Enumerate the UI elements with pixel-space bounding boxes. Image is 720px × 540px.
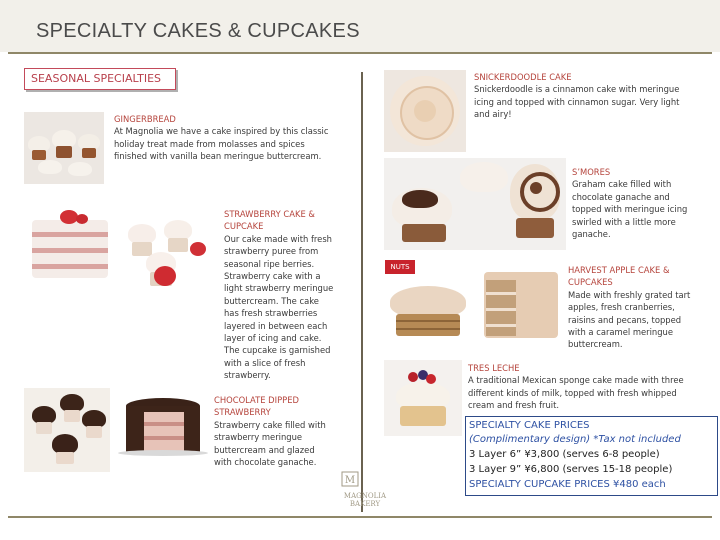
strawberry-text	[224, 208, 336, 382]
snickerdoodle-description: Snickerdoodle is a cinnamon cake with meringue icing and topped with cinnamon sugar. Very light and airy!	[474, 84, 680, 120]
chocolate-dipped-cake-photo	[118, 388, 208, 472]
smores-photo	[384, 158, 566, 250]
magnolia-bakery-logo	[334, 470, 396, 510]
chocolate-dipped-text	[214, 394, 334, 468]
price-6-inch: 3 Layer 6” ¥3,800 (serves 6-8 people)	[469, 449, 660, 460]
page-title: SPECIALTY CAKES & CUPCAKES	[36, 20, 360, 42]
chocolate-dipped-description: Strawberry cake filled with strawberry meringue buttercream and glazed with chocolate ganache.	[214, 419, 326, 468]
tres-leche-text	[468, 362, 690, 412]
harvest-apple-heading: HARVEST APPLE CAKE & CUPCAKES	[568, 265, 670, 288]
cake-prices-heading: SPECIALTY CAKE PRICES	[469, 420, 590, 431]
smores-description: Graham cake filled with chocolate ganache and topped with meringue icing swirled with a little more ganache.	[572, 179, 688, 240]
harvest-apple-cake-photo	[478, 264, 564, 346]
strawberry-cupcake-photo	[124, 206, 214, 290]
snickerdoodle-photo	[384, 70, 466, 152]
gingerbread-photo	[24, 112, 104, 184]
footer-divider	[8, 516, 712, 518]
cupcake-price: SPECIALTY CUPCAKE PRICES ¥480 each	[469, 479, 666, 490]
gingerbread-heading: GINGERBREAD	[114, 114, 176, 124]
section-label: SEASONAL SPECIALTIES	[31, 72, 162, 85]
svg-text:M: M	[344, 475, 356, 486]
gingerbread-description: At Magnolia we have a cake inspired by this classic holiday treat made from molasses and spices finished with vanilla bean meringue buttercream.	[114, 126, 329, 162]
price-9-inch: 3 Layer 9” ¥6,800 (serves 15-18 people)	[469, 464, 673, 475]
cake-prices-note: (Complimentary design) *Tax not included	[469, 434, 681, 445]
strawberry-heading: STRAWBERRY CAKE & CUPCAKE	[224, 209, 315, 232]
gingerbread-text	[114, 113, 336, 163]
smores-text	[572, 166, 692, 240]
harvest-apple-text	[568, 264, 698, 351]
svg-text:MAGNOLIA: MAGNOLIA	[343, 492, 387, 500]
smores-heading: S’MORES	[572, 167, 611, 177]
column-divider	[361, 72, 363, 512]
tres-leche-photo	[384, 360, 462, 436]
harvest-apple-description: Made with freshly grated tart apples, fresh cranberries, raisins and pecans, topped with a caramel meringue buttercream.	[568, 289, 691, 350]
strawberry-cake-photo	[24, 206, 118, 286]
tres-leche-heading: TRES LECHE	[468, 363, 520, 373]
tres-leche-description: A traditional Mexican sponge cake made with three different kinds of milk, topped with fresh whipped cream and fresh fruit.	[468, 375, 684, 411]
magnolia-logo-icon	[334, 470, 396, 510]
snickerdoodle-heading: SNICKERDOODLE CAKE	[474, 72, 572, 82]
chocolate-dipped-heading: CHOCOLATE DIPPED STRAWBERRY	[214, 395, 299, 418]
chocolate-dipped-cupcakes-photo	[24, 388, 110, 472]
svg-text:BAKERY: BAKERY	[349, 500, 381, 508]
strawberry-description: Our cake made with fresh strawberry puree from seasonal ripe berries. Strawberry cake with a light strawberry meringue buttercream. The cake has fresh strawberries layered in between each layer of icing and cake. The cupcake is garnished with a slice of fresh strawberry.	[224, 233, 334, 381]
harvest-apple-cupcakes-photo	[384, 276, 474, 346]
snickerdoodle-text	[474, 71, 686, 121]
nuts-badge: NUTS	[385, 260, 415, 274]
header-divider	[8, 52, 712, 54]
